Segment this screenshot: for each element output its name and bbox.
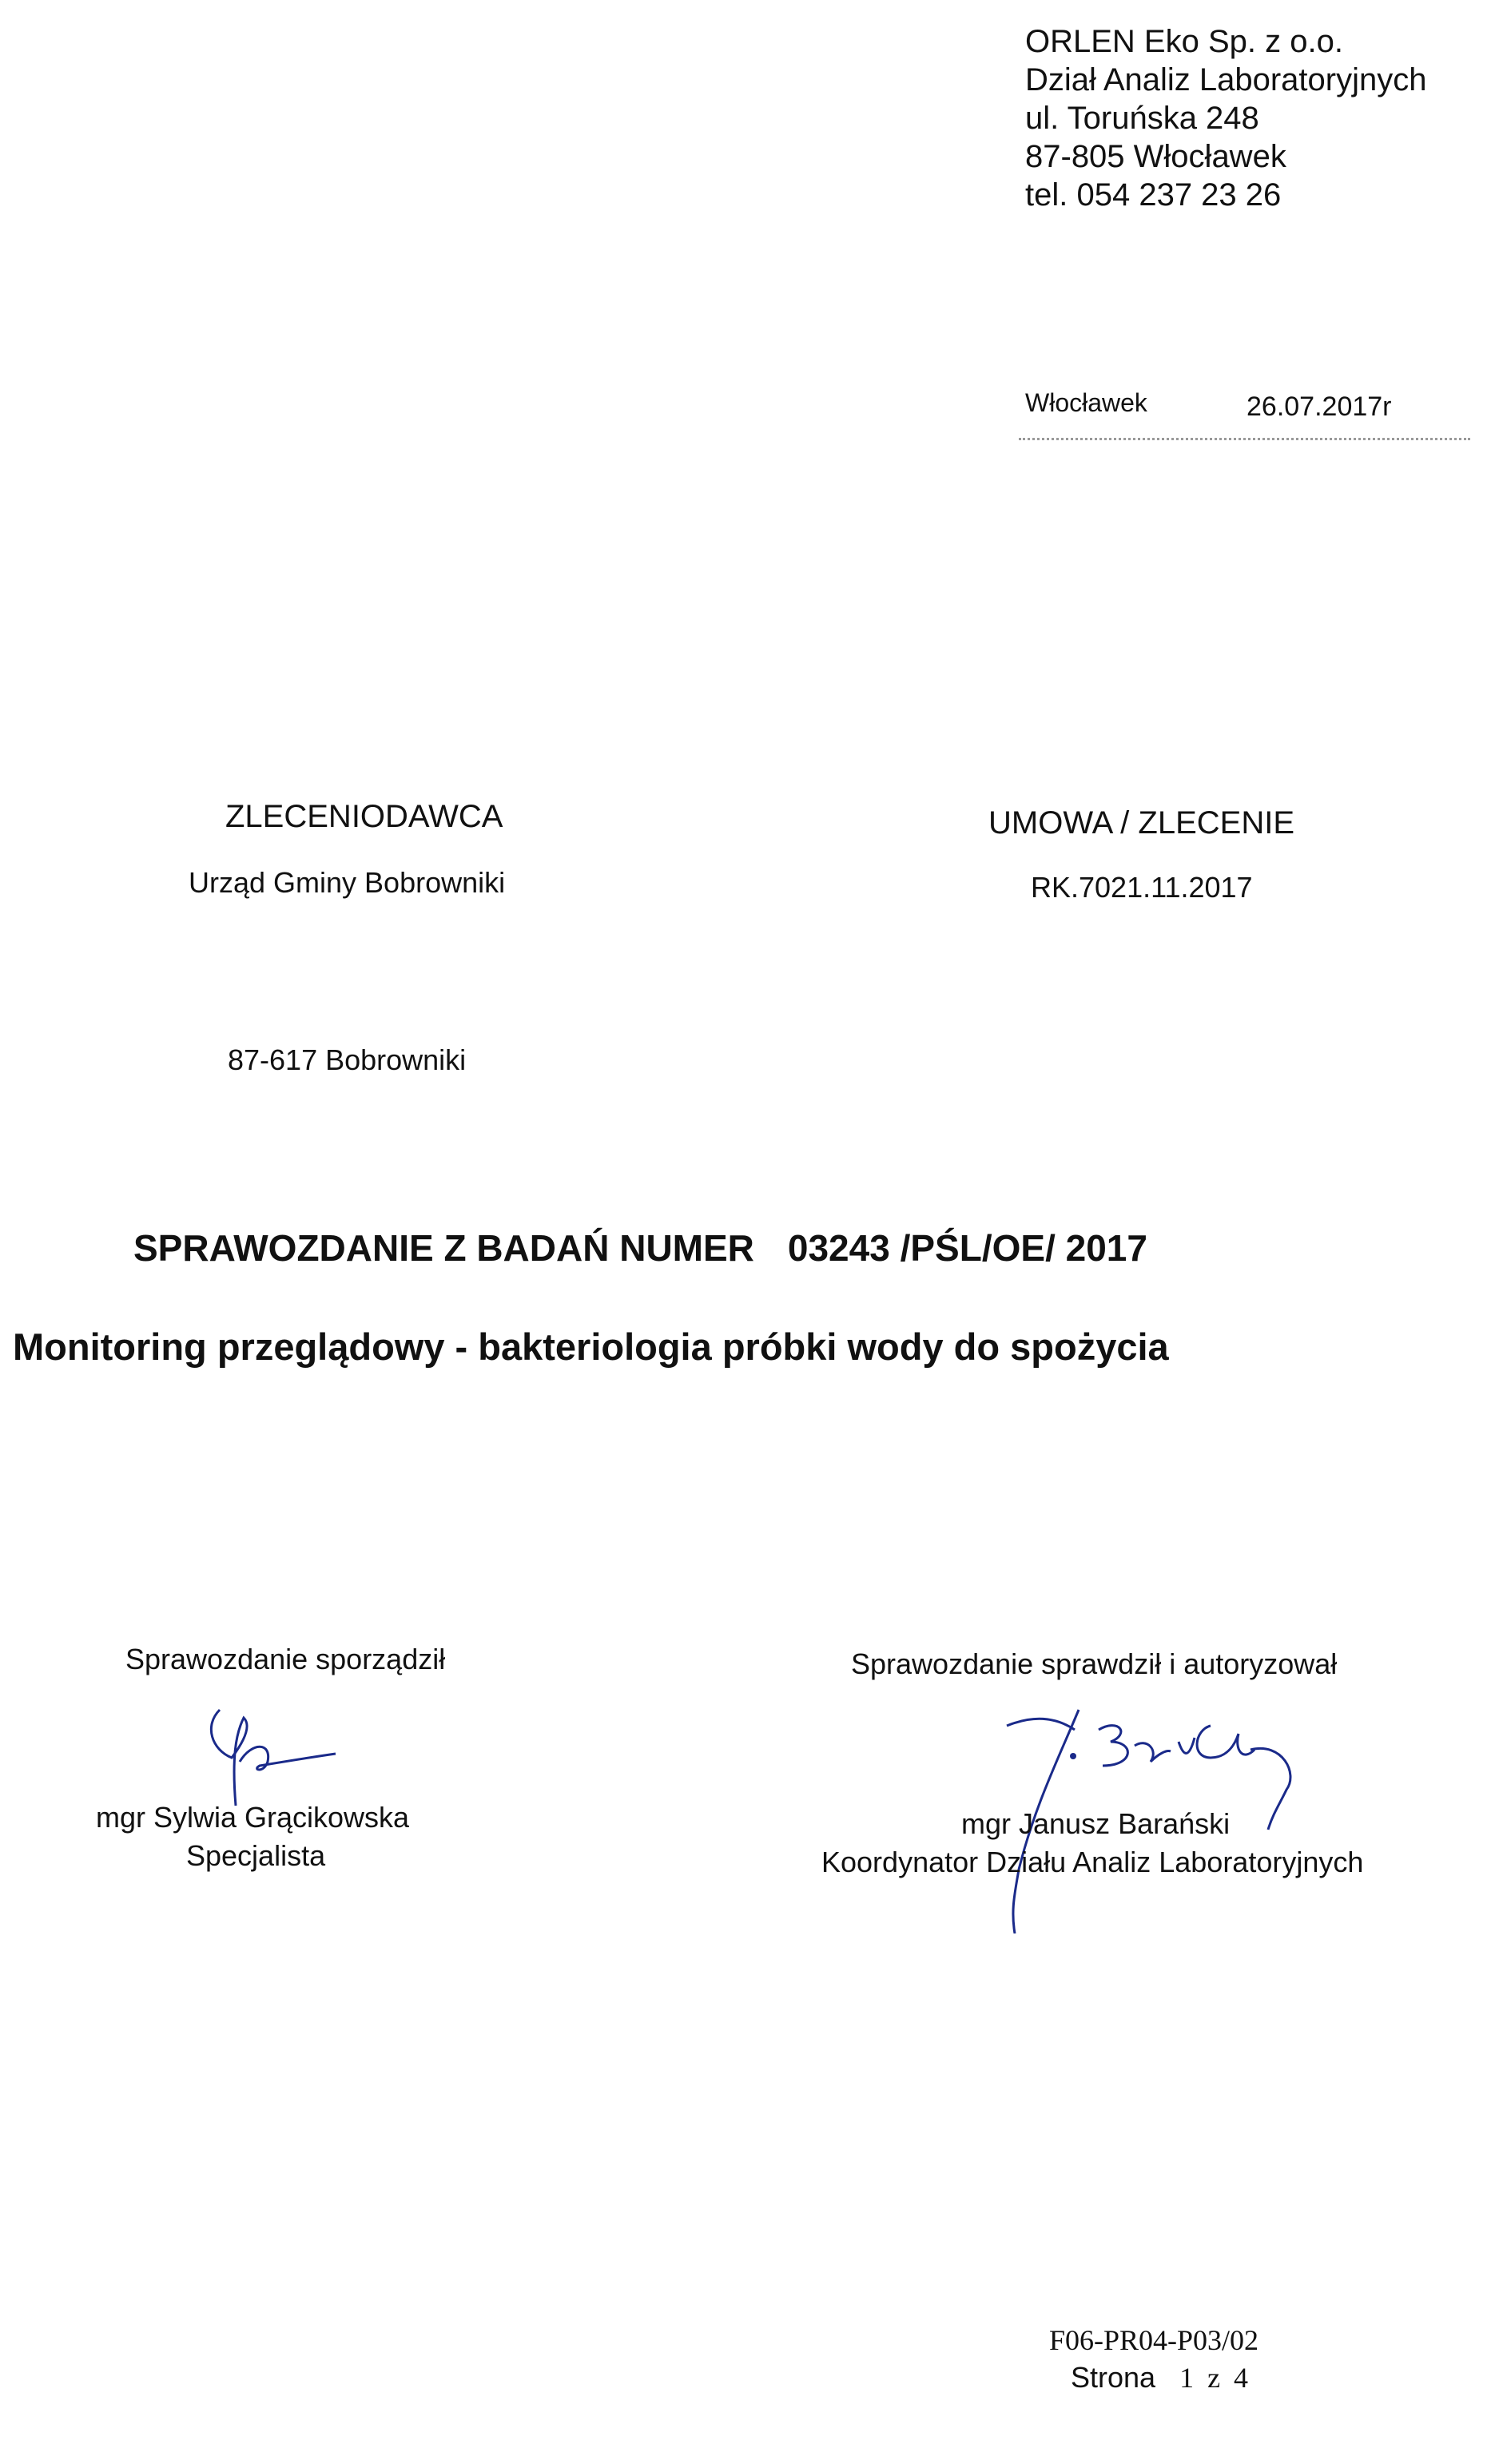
contract-number: RK.7021.11.2017 bbox=[1031, 871, 1253, 904]
preparer-name: mgr Sylwia Grącikowska bbox=[96, 1801, 410, 1834]
lab-city: 87-805 Włocławek bbox=[1025, 139, 1286, 174]
authorizer-role: Koordynator Działu Analiz Laboratoryjnych bbox=[821, 1846, 1364, 1878]
client-heading: ZLECENIODAWCA bbox=[225, 799, 503, 834]
report-number: 03243 /PŚL/OE/ 2017 bbox=[787, 1227, 1147, 1269]
issue-date: 26.07.2017r bbox=[1247, 391, 1392, 422]
report-subtitle: Monitoring przeglądowy - bakteriologia próbki wody do spożycia bbox=[13, 1325, 1169, 1368]
report-title-text: SPRAWOZDANIE Z BADAŃ NUMER bbox=[133, 1227, 754, 1269]
client-name: Urząd Gminy Bobrowniki bbox=[189, 866, 506, 899]
form-code: F06-PR04-P03/02 bbox=[1049, 2324, 1259, 2356]
preparer-role: Specjalista bbox=[186, 1839, 326, 1872]
lab-company-name: ORLEN Eko Sp. z o.o. bbox=[1025, 24, 1343, 59]
contract-heading: UMOWA / ZLECENIE bbox=[988, 805, 1295, 841]
client-address: 87-617 Bobrowniki bbox=[228, 1043, 467, 1076]
lab-phone: tel. 054 237 23 26 bbox=[1025, 177, 1282, 213]
page-label: Strona bbox=[1071, 2361, 1156, 2394]
prepared-by-heading: Sprawozdanie sporządził bbox=[125, 1643, 446, 1675]
issue-place: Włocławek bbox=[1025, 388, 1147, 417]
page-indicator bbox=[1071, 2361, 1251, 2394]
page-number: 1 z 4 bbox=[1179, 2362, 1252, 2394]
signature-preparer bbox=[196, 1694, 356, 1814]
lab-department: Dział Analiz Laboratoryjnych bbox=[1025, 62, 1427, 97]
report-title bbox=[133, 1226, 1147, 1270]
checked-by-heading: Sprawozdanie sprawdził i autoryzował bbox=[851, 1647, 1338, 1680]
lab-street: ul. Toruńska 248 bbox=[1025, 101, 1259, 136]
authorizer-name: mgr Janusz Barański bbox=[961, 1807, 1231, 1840]
lab-address-block bbox=[1025, 22, 1426, 214]
date-dotted-line bbox=[1019, 438, 1470, 440]
